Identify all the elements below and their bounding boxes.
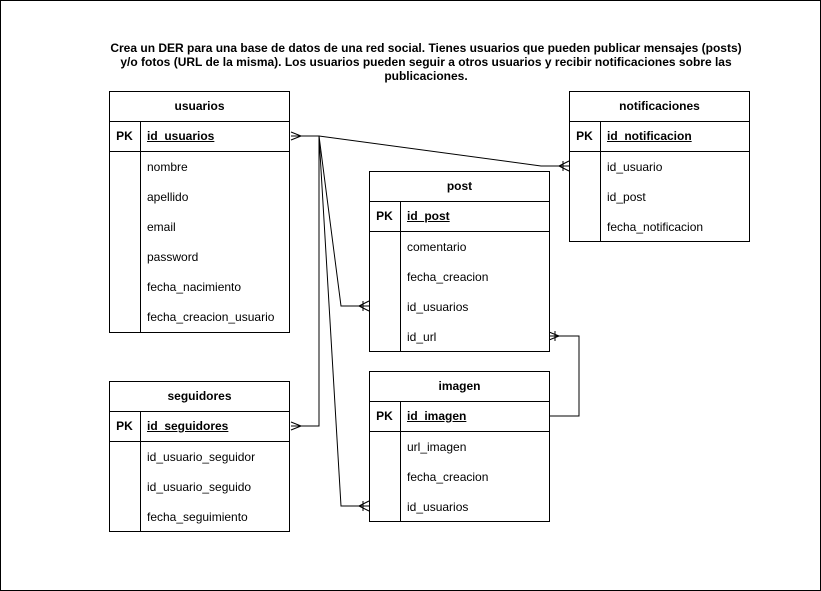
pk-label: PK [116,419,133,433]
field-id-url: id_url [407,330,437,344]
field-id-usuarios: id_usuarios [407,500,469,514]
pk-label: PK [116,129,133,143]
field-fecha-creacion: fecha_creacion [407,470,489,484]
diagram-title: Crea un DER para una base de datos de una red social. Tienes usuarios que pueden publicar mensajes (posts) y/o fotos (URL de la misma). Los usuarios pueden seguir a otros usuarios y recibir notificaciones sobre las publicaciones. [110,41,742,83]
pk-row [570,122,749,152]
entity-title: post [370,172,549,202]
field-list [370,432,549,521]
field-list [570,152,749,241]
entity-title: seguidores [110,382,289,412]
pk-label: PK [376,209,393,223]
pk-label: PK [376,409,393,423]
pk-field: id_imagen [407,409,467,423]
field-fecha-notificacion: fecha_notificacion [607,220,704,234]
field-list [110,152,289,332]
pk-label: PK [576,129,593,143]
field-id-usuario: id_usuario [607,160,663,174]
entity-title: imagen [370,372,549,402]
field-id-usuario-seguido: id_usuario_seguido [147,480,252,494]
pk-row [370,202,549,232]
entity-seguidores[interactable] [109,381,290,532]
field-url-imagen: url_imagen [407,440,467,454]
pk-row [110,412,289,442]
pk-field: id_usuarios [147,129,215,143]
edge-usuarios-notificaciones [291,136,569,166]
field-fecha-nacimiento: fecha_nacimiento [147,280,242,294]
pk-row [370,402,549,432]
field-fecha-creacion: fecha_creacion [407,270,489,284]
entity-notificaciones[interactable] [569,91,750,242]
field-fecha-creacion-usuario: fecha_creacion_usuario [147,310,275,324]
entity-usuarios[interactable] [109,91,290,333]
edge-usuarios-post [291,136,369,306]
field-password: password [147,250,199,264]
entity-title: usuarios [110,92,289,122]
field-id-usuarios: id_usuarios [407,300,469,314]
pk-row [110,122,289,152]
field-list [370,232,549,351]
entity-imagen[interactable] [369,371,550,522]
field-nombre: nombre [147,160,188,174]
edge-usuarios-imagen [291,136,369,506]
entity-title: notificaciones [570,92,749,122]
entity-post[interactable] [369,171,550,352]
edge-post-imagen [549,336,579,416]
pk-field: id_seguidores [147,419,229,433]
field-comentario: comentario [407,240,467,254]
pk-field: id_notificacion [607,129,692,143]
field-apellido: apellido [147,190,189,204]
edge-usuarios-seguidores [291,136,319,426]
field-fecha-seguimiento: fecha_seguimiento [147,510,248,524]
field-email: email [147,220,176,234]
field-id-post: id_post [607,190,646,204]
field-list [110,442,289,531]
pk-field: id_post [407,209,450,223]
field-id-usuario-seguidor: id_usuario_seguidor [147,450,256,464]
